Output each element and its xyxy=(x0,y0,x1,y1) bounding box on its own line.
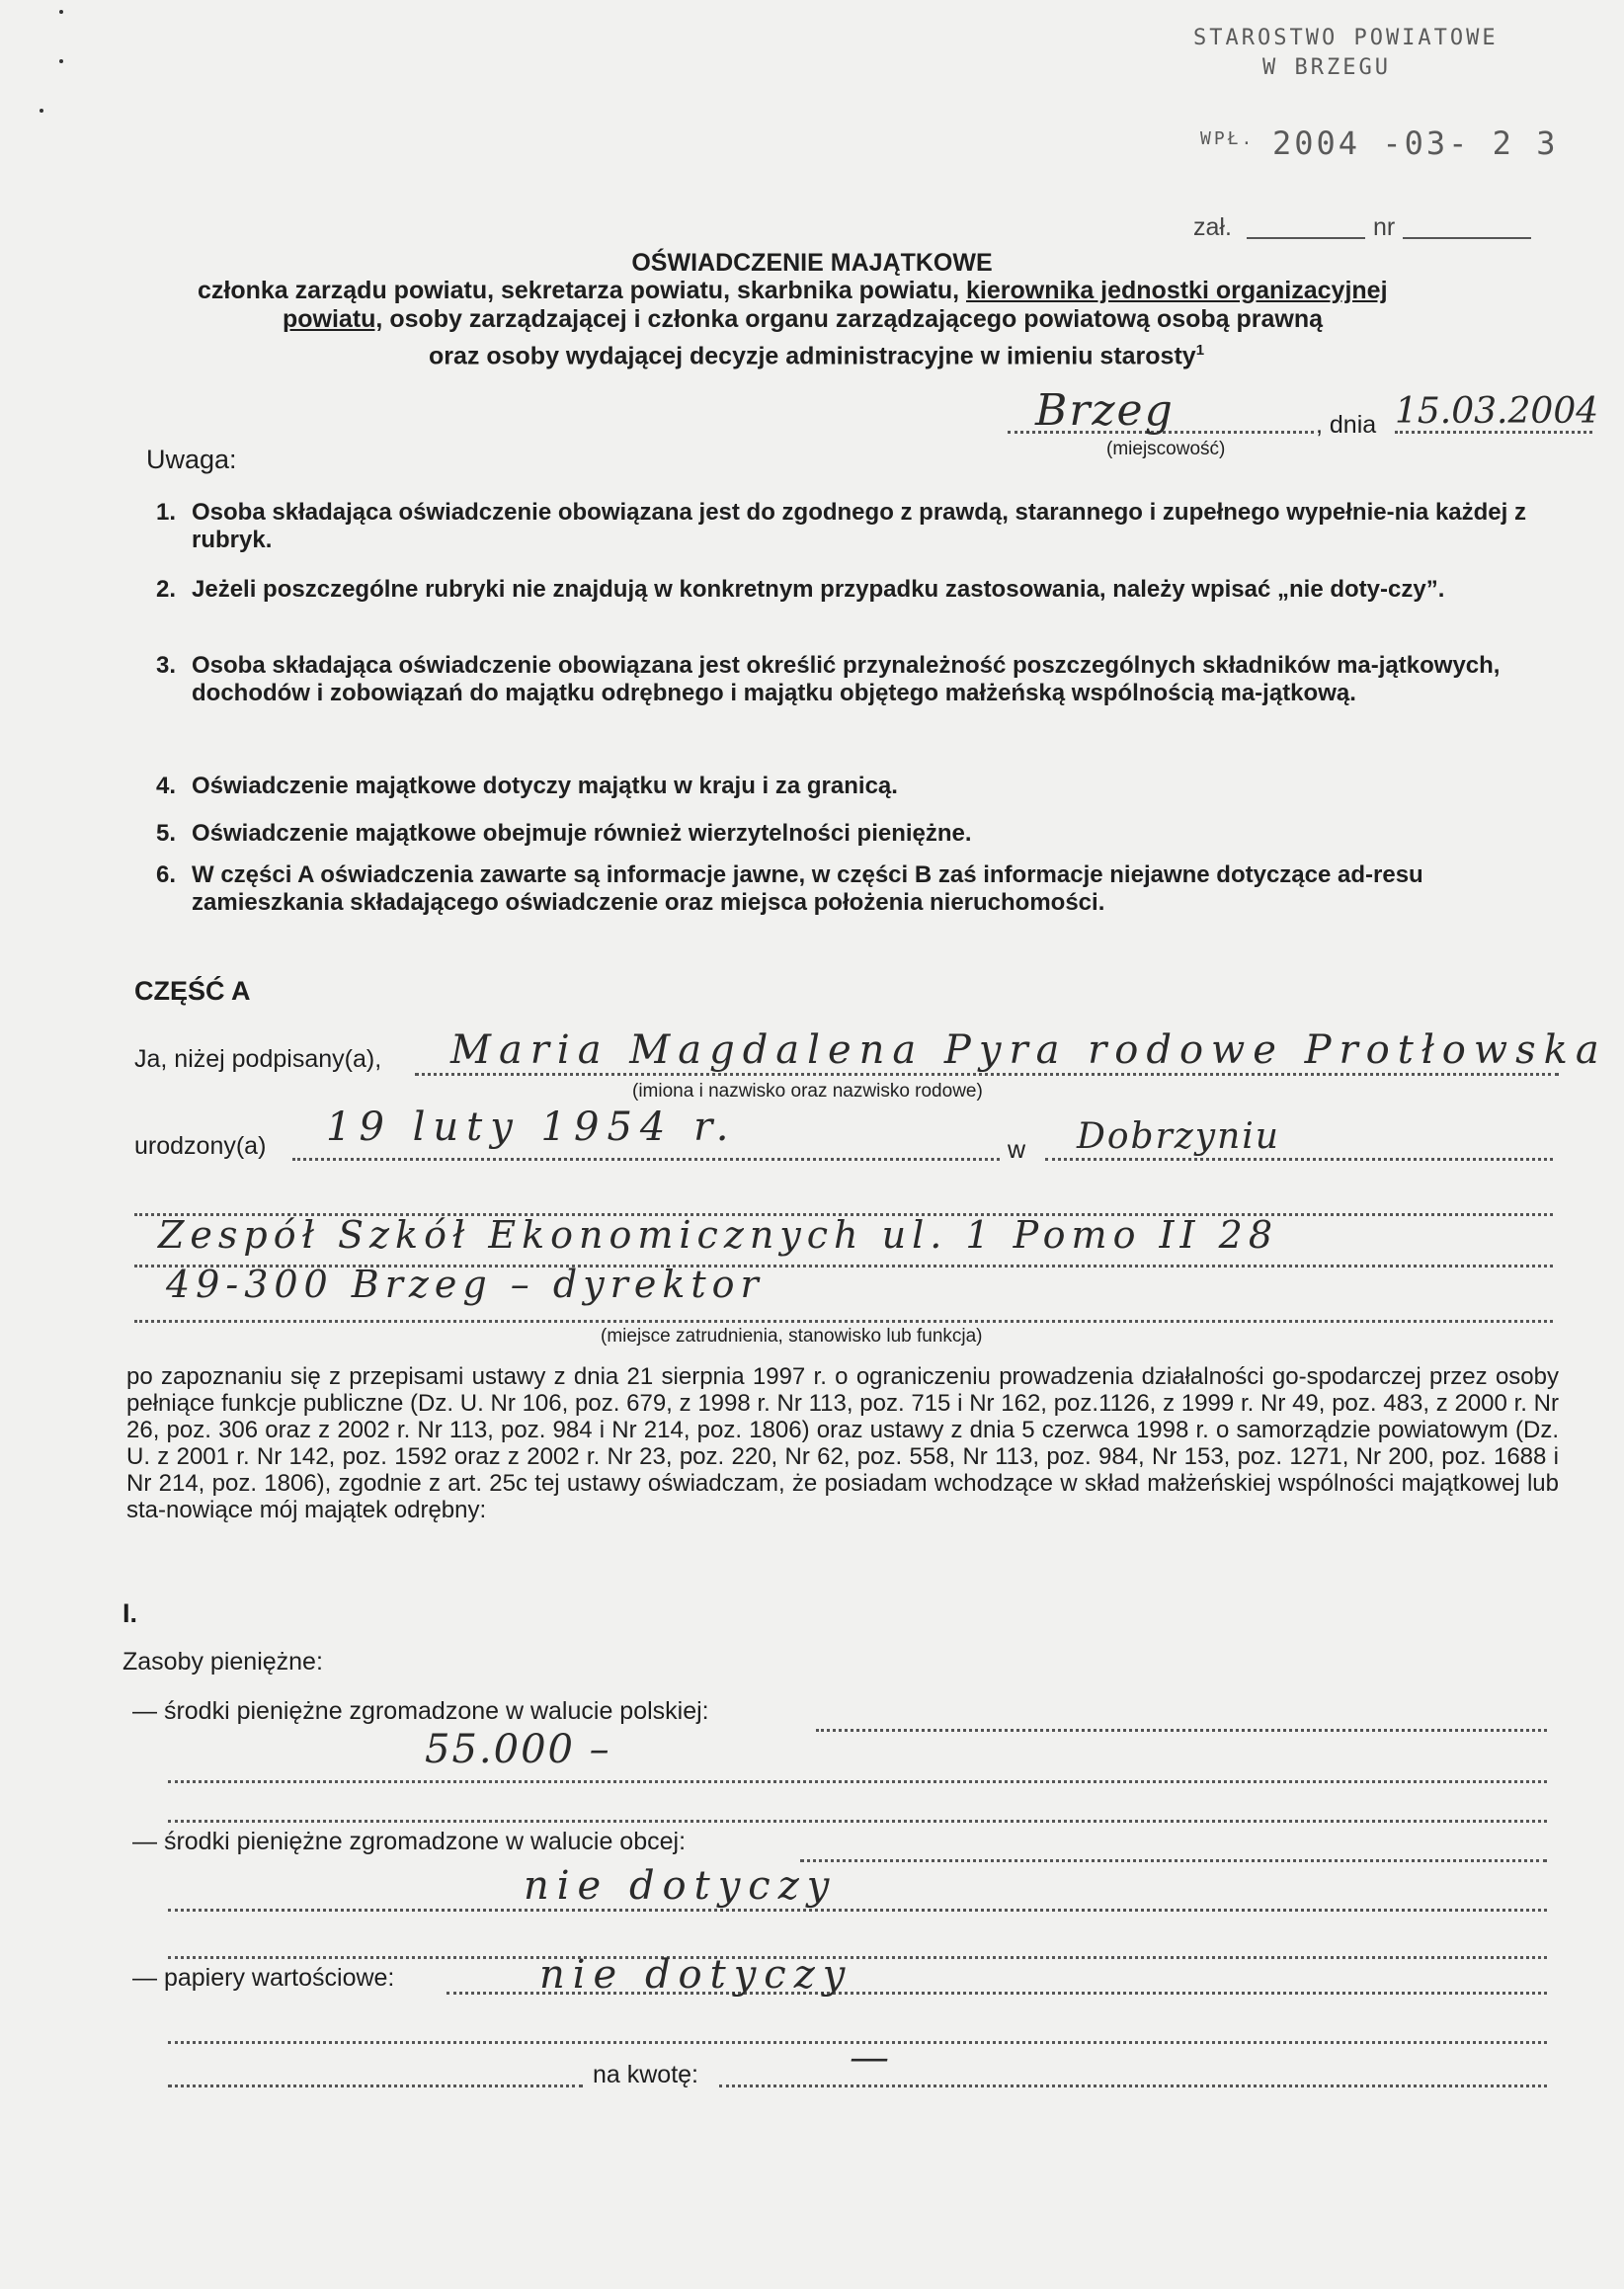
foreign-dotted-line xyxy=(168,1956,1547,1959)
foreign-value-handwritten: nie dotyczy xyxy=(524,1863,838,1909)
note-text: Osoba składająca oświadczenie obowiązana jest do zgodnego z prawdą, starannego i zupełnego wypełnie-nia każdej z rubryk. xyxy=(192,499,1526,553)
name-dotted-line xyxy=(415,1073,1559,1076)
stamp-nr-line xyxy=(1403,237,1531,239)
birth-place-dotted-line xyxy=(1045,1158,1553,1161)
birth-date-handwritten: 19 luty 1954 r. xyxy=(326,1104,737,1150)
stamp-office-line2: W BRZEGU xyxy=(1262,55,1391,80)
employment-dotted-line xyxy=(134,1320,1553,1323)
section-i-heading: I. xyxy=(122,1598,138,1628)
footnote-mark: 1 xyxy=(1195,342,1205,359)
stamp-date: 2004 -03- 2 3 xyxy=(1272,124,1559,162)
note-number: 5. xyxy=(156,820,177,847)
note-number: 4. xyxy=(156,773,177,799)
header-line1 xyxy=(198,277,1388,305)
header-line2 xyxy=(283,305,1323,334)
w-label: w xyxy=(1008,1136,1026,1164)
stamp-zal-line xyxy=(1247,237,1365,239)
pln-dotted-line xyxy=(168,1780,1547,1783)
pln-dotted-line xyxy=(168,1820,1547,1823)
header-line2-underlined: powiatu, xyxy=(283,305,383,333)
header-line3 xyxy=(429,336,1204,370)
part-a-heading: CZĘŚĆ A xyxy=(134,976,251,1006)
note-number: 3. xyxy=(156,652,177,679)
pln-dotted-line xyxy=(816,1729,1547,1732)
amount-dotted-line xyxy=(719,2085,1547,2087)
header-line3-text: oraz osoby wydającej decyzje administracyjne w imieniu starosty xyxy=(429,342,1196,370)
notes-heading: Uwaga: xyxy=(146,445,237,474)
birth-place-handwritten: Dobrzyniu xyxy=(1077,1116,1280,1157)
date-handwritten: 15.03.2004 xyxy=(1395,391,1599,432)
amount-label: na kwotę: xyxy=(593,2061,699,2088)
stamp-office-line1: STAROSTWO POWIATOWE xyxy=(1193,26,1499,50)
foreign-label: — środki pieniężne zgromadzone w walucie obcej: xyxy=(132,1828,687,1855)
resources-label: Zasoby pieniężne: xyxy=(122,1648,323,1676)
header-line1-text: członka zarządu powiatu, sekretarza powiatu, skarbnika powiatu, xyxy=(198,277,960,304)
amount-value-handwritten: — xyxy=(850,2035,891,2081)
signed-label: Ja, niżej podpisany(a), xyxy=(134,1045,382,1073)
header-line2-text: osoby zarządzającej i członka organu zarządzającego powiatową osobą prawną xyxy=(389,305,1324,333)
stamp-wpl-label: WPŁ. xyxy=(1200,128,1256,149)
pln-value-handwritten: 55.000 – xyxy=(425,1727,611,1772)
stamp-zal-label: zał. xyxy=(1193,213,1232,241)
binder-hole-mark xyxy=(59,59,63,63)
note-number: 1. xyxy=(156,499,177,526)
employment-handwritten-line1: Zespół Szkół Ekonomicznych ul. 1 Pomo II 28 xyxy=(158,1213,1279,1257)
note-text: Osoba składająca oświadczenie obowiązana jest określić przynależność poszczególnych składników ma-jątkowych, dochodów i zobowiązań do majątku odrębnego i majątku objętego małżeńską wspólnością ma-jątkową. xyxy=(192,652,1501,706)
document-title: OŚWIADCZENIE MAJĄTKOWE xyxy=(631,249,993,277)
foreign-dotted-line xyxy=(800,1859,1547,1862)
note-text: W części A oświadczenia zawarte są informacje jawne, w części B zaś informacje niejawne dotyczące ad-resu zamieszkania składającego oświadczenie oraz miejsca położenia nieruchomości. xyxy=(192,861,1423,916)
employment-handwritten-line2: 49-300 Brzeg – dyrektor xyxy=(166,1263,765,1306)
securities-value-handwritten: nie dotyczy xyxy=(539,1952,853,1998)
note-text: Oświadczenie majątkowe obejmuje również wierzytelności pieniężne. xyxy=(192,820,972,847)
employment-caption: (miejsce zatrudnienia, stanowisko lub funkcja) xyxy=(601,1326,983,1347)
pln-label: — środki pieniężne zgromadzone w walucie polskiej: xyxy=(132,1697,709,1725)
born-label: urodzony(a) xyxy=(134,1132,267,1160)
binder-hole-mark xyxy=(40,109,43,113)
legal-basis-text: po zapoznaniu się z przepisami ustawy z dnia 21 sierpnia 1997 r. o ograniczeniu prowadzenia działalności go-spodarczej przez osoby pełniące funkcje publiczne (Dz. U. Nr 106, poz. 679, z 1998 r. Nr 113, poz. 715 i Nr 162, poz.1126, z 1999 r. Nr 49, poz. 483, z 2000 r. Nr 26, poz. 306 oraz z 2002 r. Nr 113, poz. 984 i Nr 214, poz. 1806) oraz ustawy z dnia 5 czerwca 1998 r. o samorządzie powiatowym (Dz. U. z 2001 r. Nr 142, poz. 1592 oraz z 2002 r. Nr 23, poz. 220, Nr 62, poz. 558, Nr 113, poz. 984, Nr 153, poz. 1271, Nr 200, poz. 1688 i Nr 214, poz. 1806), zgodnie z art. 25c tej ustawy oświadczam, że posiadam wchodzące w skład małżeńskiej wspólności majątkowej lub sta-nowiące mój majątek odrębny: xyxy=(126,1363,1559,1523)
stamp-nr-label: nr xyxy=(1373,213,1396,241)
foreign-dotted-line xyxy=(168,1909,1547,1912)
birth-date-dotted-line xyxy=(292,1158,1000,1161)
name-handwritten: Maria Magdalena Pyra rodowe Protłowska xyxy=(450,1027,1607,1073)
securities-label: — papiery wartościowe: xyxy=(132,1964,395,1992)
place-caption: (miejscowość) xyxy=(1106,439,1226,459)
name-caption: (imiona i nazwisko oraz nazwisko rodowe) xyxy=(632,1081,983,1102)
note-text: Oświadczenie majątkowe dotyczy majątku w kraju i za granicą. xyxy=(192,773,898,799)
dnia-label: , dnia xyxy=(1316,411,1377,439)
place-handwritten: Brzeg xyxy=(1035,385,1175,436)
note-number: 6. xyxy=(156,861,177,888)
header-line1-underlined: kierownika jednostki organizacyjnej xyxy=(966,277,1388,304)
binder-hole-mark xyxy=(59,10,63,14)
note-text: Jeżeli poszczególne rubryki nie znajdują w konkretnym przypadku zastosowania, należy wpisać „nie doty-czy”. xyxy=(192,576,1445,603)
note-number: 2. xyxy=(156,576,177,603)
amount-dotted-line xyxy=(168,2085,583,2087)
